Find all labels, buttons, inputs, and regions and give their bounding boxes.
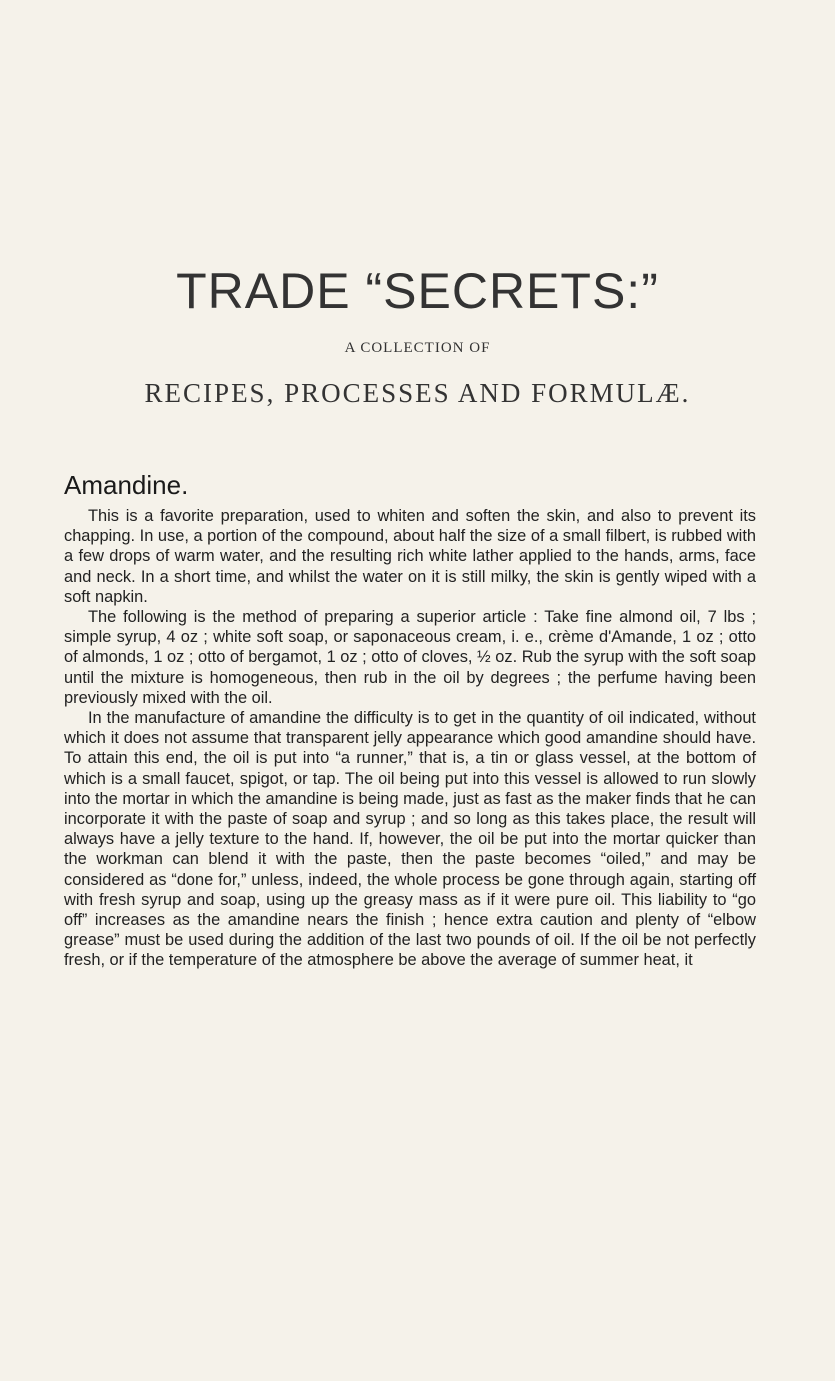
section-body — [64, 506, 756, 971]
page-subtitle-main: RECIPES, PROCESSES AND FORMULÆ. — [144, 378, 691, 408]
paragraph: This is a favorite preparation, used to whiten and soften the skin, and also to prevent its chapping. In use, a portion of the compound, about half the size of a small filbert, is rubbed with a few drops of warm water, and the resulting rich white lather applied to the hands, arms, face and neck. In a short time, and whilst the water on it is still milky, the skin is gently wiped with a soft napkin. — [64, 507, 756, 606]
page-subtitle: A COLLECTION OF — [344, 340, 491, 356]
paragraph: In the manufacture of amandine the difficulty is to get in the quantity of oil indicated, without which it does not assume that transparent jelly appearance which good amandine should have. To attain this end, the oil is put into “a runner,” that is, a tin or glass vessel, at the bottom of which is a small faucet, spigot, or tap. The oil being put into this vessel is allowed to run slowly into the mortar in which the amandine is being made, just as fast as the maker finds that he can incorporate it with the paste of soap and syrup ; and so long as this takes place, the result will always have a jelly texture to the hand. If, however, the oil be put into the mortar quicker than the workman can blend it with the paste, then the paste becomes “oiled,” and may be considered as “done for,” unless, indeed, the whole process be gone through again, starting off with fresh syrup and soap, using up the greasy mass as if it were pure oil. This liability to “go off” increases as the amandine nears the finish ; hence extra caution and plenty of “elbow grease” must be used during the addition of the last two pounds of oil. If the oil be not perfectly fresh, or if the temperature of the atmosphere be above the average of summer heat, it — [64, 709, 756, 970]
page-title: TRADE “SECRETS:” — [176, 263, 659, 319]
section-heading: Amandine. — [64, 470, 189, 500]
paragraph: The following is the method of preparing a superior article : Take fine almond oil, 7 lbs ; simple syrup, 4 oz ; white soft soap, or saponaceous cream, i. e., crème d'Amande, 1 oz ; otto of almonds, 1 oz ; otto of bergamot, 1 oz ; otto of cloves, ½ oz. Rub the syrup with the soft soap until the mixture is homogeneous, then rub in the oil by degrees ; the perfume having been previously mixed with the oil. — [64, 608, 756, 707]
